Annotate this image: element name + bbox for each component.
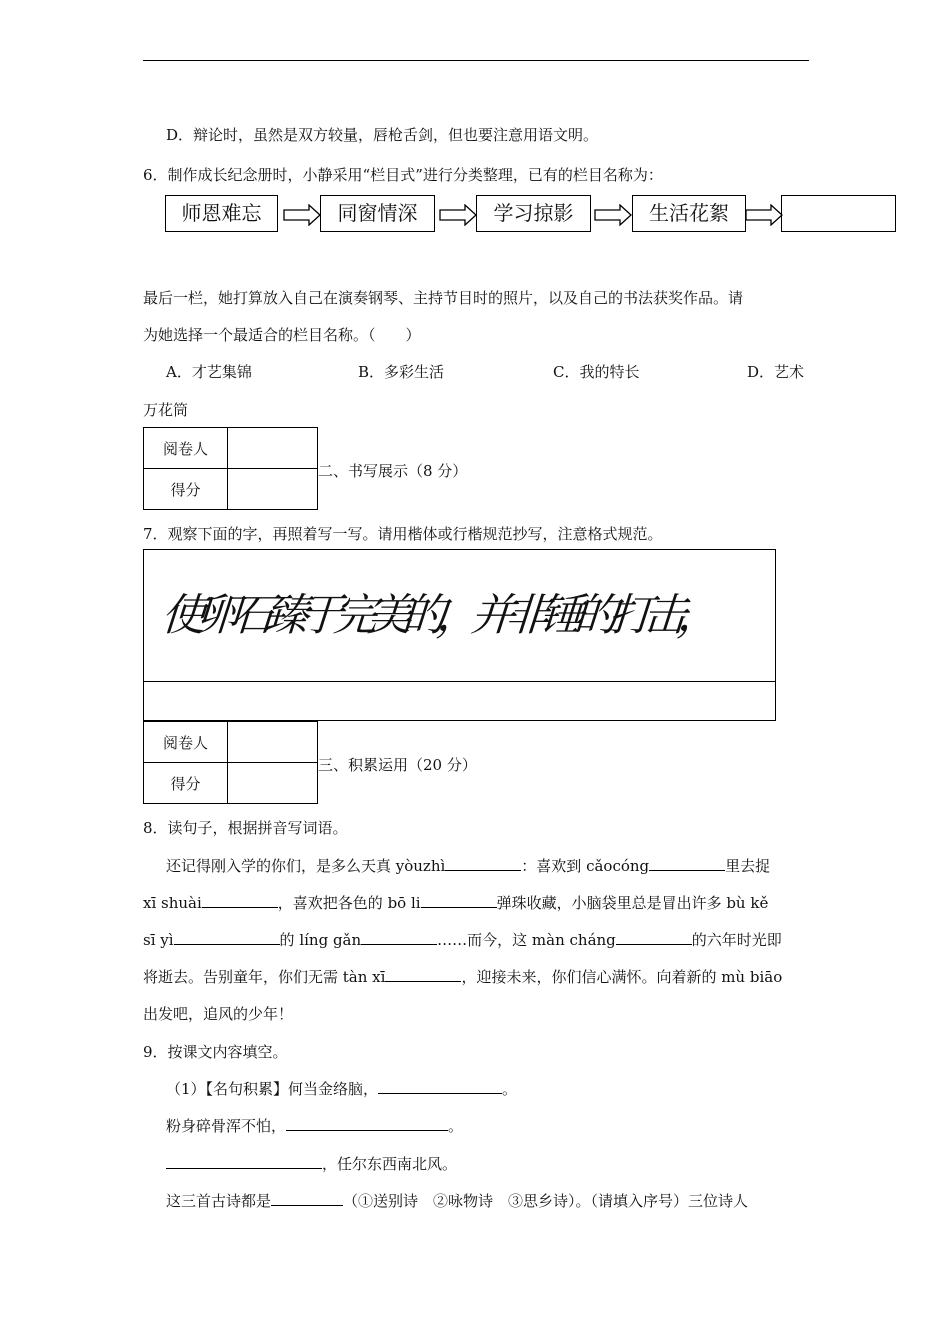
q9-text: ，任尔东西南北风。 xyxy=(322,1155,458,1173)
reviewer-cell[interactable] xyxy=(228,428,318,469)
q9-text: 。 xyxy=(502,1080,518,1098)
q9-text: 。 xyxy=(448,1117,464,1135)
q8-text: 的 líng gǎn xyxy=(279,931,362,949)
answer-blank[interactable] xyxy=(166,1154,322,1169)
answer-blank[interactable] xyxy=(649,856,725,871)
q9-line-1 xyxy=(166,1078,517,1099)
reviewer-label: 阅卷人 xyxy=(144,722,228,763)
calligraphy-box xyxy=(143,549,776,721)
q6-option-a[interactable]: A．才艺集锦 xyxy=(166,363,252,381)
q8-prompt: 8．读句子，根据拼音写词语。 xyxy=(143,819,348,837)
q9-line-4 xyxy=(166,1190,748,1211)
q6-line-2: 为她选择一个最适合的栏目名称。（ ） xyxy=(143,326,421,344)
header-rule xyxy=(143,60,809,61)
score-cell[interactable] xyxy=(228,469,318,510)
answer-blank[interactable] xyxy=(202,893,278,908)
score-label: 得分 xyxy=(144,469,228,510)
q9-line-2 xyxy=(166,1115,463,1136)
q6-option-d-wrap: 万花筒 xyxy=(143,401,189,419)
q8-text: ，喜欢把各色的 bō li xyxy=(277,894,421,912)
answer-blank[interactable] xyxy=(445,856,521,871)
calligraphy-text: 使卵石臻于完美的，并非锤的打击， xyxy=(159,590,724,641)
answer-blank[interactable] xyxy=(286,1116,448,1131)
q9-text: （1）【名句积累】何当金络脑， xyxy=(166,1080,379,1098)
section-2-title: 二、书写展示（8 分） xyxy=(318,462,468,480)
q9-prompt: 9．按课文内容填空。 xyxy=(143,1043,288,1061)
score-table xyxy=(143,721,318,804)
q6-option-d[interactable]: D．艺术 xyxy=(747,363,805,381)
q8-line-5: 出发吧，追风的少年！ xyxy=(143,1005,294,1023)
q9-text: （①送别诗 ②咏物诗 ③思乡诗）。（请填入序号）三位诗人 xyxy=(343,1192,749,1210)
q8-text: 将逝去。告别童年，你们无需 tàn xī xyxy=(143,968,386,986)
q5-option-d: D．辩论时，虽然是双方较量，唇枪舌剑，但也要注意用语文明。 xyxy=(166,126,599,144)
answer-blank[interactable] xyxy=(174,930,280,945)
q8-line-1 xyxy=(166,855,770,876)
score-label: 得分 xyxy=(144,763,228,804)
column-box-2: 同窗情深 xyxy=(320,195,435,232)
answer-blank[interactable] xyxy=(421,893,497,908)
column-box-3: 学习掠影 xyxy=(476,195,591,232)
score-cell[interactable] xyxy=(228,763,318,804)
arrow-icon xyxy=(283,204,321,226)
q9-line-3 xyxy=(166,1153,457,1174)
q6-line-1: 最后一栏，她打算放入自己在演奏钢琴、主持节目时的照片，以及自己的书法获奖作品。请 xyxy=(143,289,744,307)
q6-option-b[interactable]: B．多彩生活 xyxy=(358,363,445,381)
calligraphy-image xyxy=(144,550,774,680)
reviewer-cell[interactable] xyxy=(228,722,318,763)
q8-line-3 xyxy=(143,929,782,950)
q8-line-2 xyxy=(143,892,768,913)
q8-line-4 xyxy=(143,966,782,987)
q8-text: ：喜欢到 cǎocóng xyxy=(521,857,650,875)
score-table xyxy=(143,427,318,510)
q7-prompt: 7．观察下面的字，再照着写一写。请用楷体或行楷规范抄写，注意格式规范。 xyxy=(143,525,663,543)
answer-blank[interactable] xyxy=(361,930,437,945)
answer-blank[interactable] xyxy=(616,930,692,945)
answer-blank[interactable] xyxy=(378,1079,502,1094)
answer-blank[interactable] xyxy=(385,967,461,982)
arrow-icon xyxy=(439,204,477,226)
q8-text: ，迎接未来，你们信心满怀。向着新的 mù biāo xyxy=(461,968,783,986)
section-3-title: 三、积累运用（20 分） xyxy=(318,756,477,774)
handwriting-line[interactable] xyxy=(144,681,775,719)
q9-text: 这三首古诗都是 xyxy=(166,1192,272,1210)
arrow-icon xyxy=(745,204,783,226)
arrow-icon xyxy=(594,204,632,226)
q6-option-c[interactable]: C．我的特长 xyxy=(553,363,640,381)
q8-text: sī yì xyxy=(143,931,174,949)
calligraphy-sample xyxy=(144,550,775,682)
q8-text: 的六年时光即 xyxy=(691,931,782,949)
q6-prompt: 6．制作成长纪念册时，小静采用“栏目式”进行分类整理，已有的栏目名称为： xyxy=(143,166,663,184)
q8-text: 弹珠收藏，小脑袋里总是冒出许多 bù kě xyxy=(496,894,769,912)
q8-text: 里去捉 xyxy=(725,857,771,875)
q9-text: 粉身碎骨浑不怕， xyxy=(166,1117,287,1135)
q8-text: xī shuài xyxy=(143,894,202,912)
column-box-blank[interactable] xyxy=(781,195,896,232)
column-box-1: 师恩难忘 xyxy=(165,195,278,232)
reviewer-label: 阅卷人 xyxy=(144,428,228,469)
column-box-4: 生活花絮 xyxy=(632,195,746,232)
answer-blank[interactable] xyxy=(271,1191,343,1206)
q8-text: 还记得刚入学的你们，是多么天真 yòuzhì xyxy=(166,857,446,875)
q8-text: ……而今，这 màn cháng xyxy=(437,931,616,949)
